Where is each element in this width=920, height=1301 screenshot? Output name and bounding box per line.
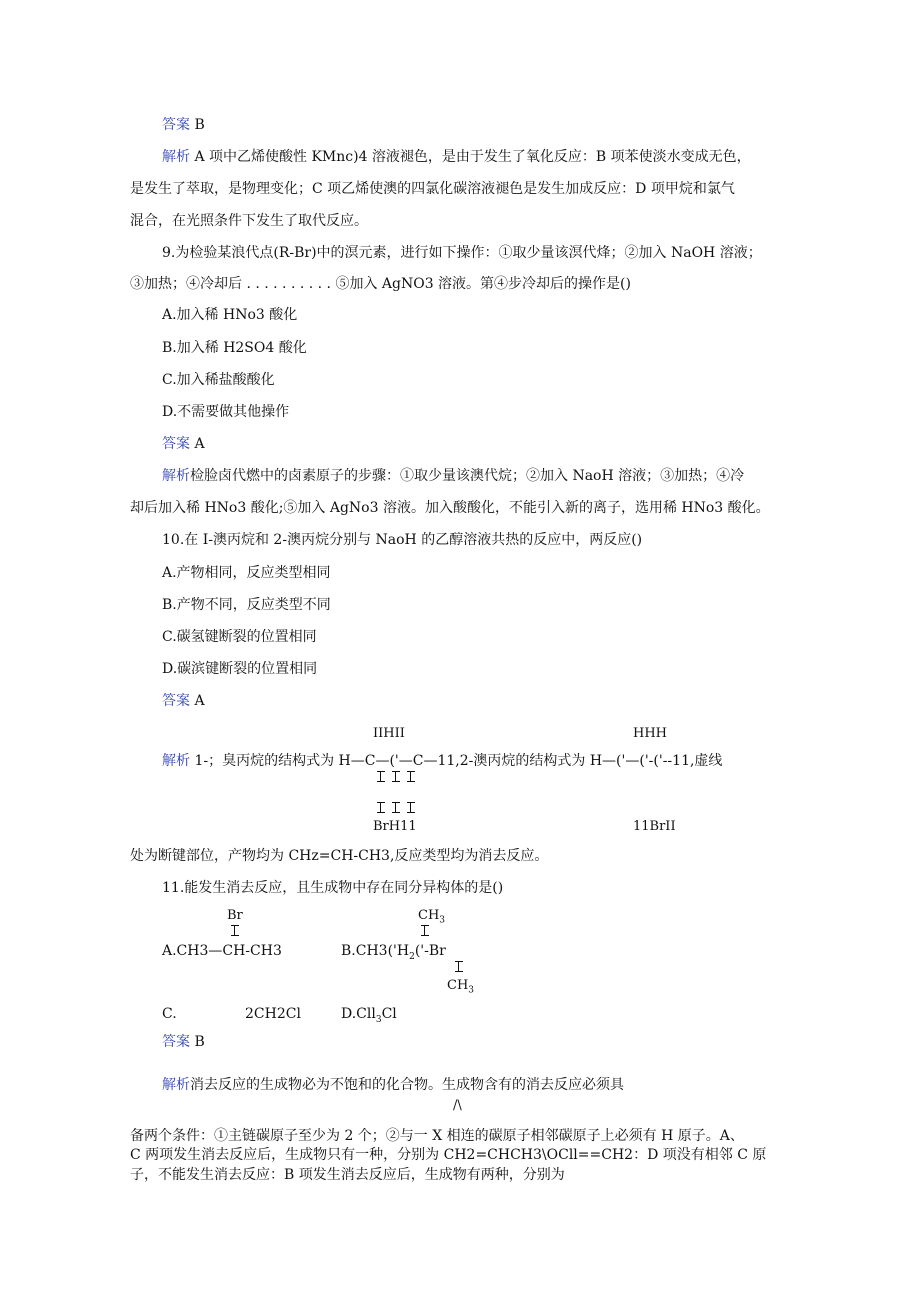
q10-option-c: C.碳氢键断裂的位置相同 (162, 629, 317, 645)
analysis-label: 解析 (162, 753, 190, 769)
q11-answer-line (162, 1033, 205, 1051)
q8-analysis-line-2: 是发生了萃取，是物理变化；C 项乙烯使澳的四氯化碳溶液褪色是发生加成反应：D 项甲烷和氯气 (130, 181, 735, 197)
q9-option-a: A.加入稀 HNo3 酸化 (162, 307, 298, 323)
q10-answer-line (162, 692, 205, 710)
q11-a-substituent: Br (227, 908, 243, 923)
q9-analysis-line-2: 却后加入稀 HNo3 酸化;⑤加入 AgNo3 溶液。加入酸酸化，不能引入新的离子，选用稀 HNo3 酸化。 (130, 500, 770, 516)
q10-analysis-line-1 (162, 752, 722, 770)
q9-answer-line (162, 435, 205, 453)
q11-bond-mark: /\ (453, 1098, 462, 1113)
q8-answer-value: B (194, 117, 205, 133)
q11-option-b-text-2: ('-Br (414, 943, 446, 959)
q8-analysis-line-1 (162, 148, 751, 166)
q10-structure-top-right: HHH (633, 726, 668, 741)
bond-mark (421, 925, 429, 936)
q11-option-d-subscript: 3 (375, 1014, 382, 1025)
q10-structure-bottom-left: BrH11 (373, 819, 417, 834)
q9-analysis-text-1: 检脸卤代燃中的卤素原子的步骤：①取少量该澳代烷；②加入 NaoH 溶液；③加热；④冷 (190, 468, 745, 484)
q11-b-bottom (447, 977, 474, 1000)
q10-analysis-text-1: 1-；臭丙烷的结构式为 H—C—('—C—11,2-澳丙烷的结构式为 H—('—('-('--11,虚线 (194, 753, 723, 769)
q10-structure-bottom-right: 11BrII (633, 819, 676, 834)
q8-analysis-line-3: 混合，在光照条件下发生了取代反应。 (130, 213, 368, 229)
q9-option-b: B.加入稀 H2SO4 酸化 (162, 340, 307, 356)
q8-answer-line (162, 116, 205, 134)
q11-analysis-line-1 (162, 1076, 624, 1094)
answer-label: 答案 (162, 693, 190, 709)
q11-option-c-formula: 2CH2Cl (245, 1006, 301, 1022)
bond-mark (407, 802, 415, 813)
q9-option-c: C.加入稀盐酸酸化 (162, 372, 275, 388)
analysis-label: 解析 (162, 149, 190, 165)
q11-b-top-text: CH (418, 908, 440, 923)
q10-option-a: A.产物相同，反应类型相同 (162, 565, 331, 581)
q10-option-b: B.产物不同，反应类型不同 (162, 597, 331, 613)
q11-analysis-line-3: C 两项发生消去反应后，生成物只有一种，分别为 CH2=CHCH3\OCll==CH2：D 项没有相邻 C 原 (130, 1147, 767, 1163)
q8-analysis-text-1: A 项中乙烯使酸性 KMnc)4 溶液褪色，是由于发生了氧化反应：B 项苯使淡水变成无色， (194, 149, 751, 165)
q11-analysis-line-4: 子，不能发生消去反应：B 项发生消去反应后，生成物有两种，分别为 (130, 1167, 565, 1183)
q11-option-b-subscript: 2 (409, 951, 415, 962)
answer-label: 答案 (162, 436, 190, 452)
q10-analysis-line-2: 处为断键部位，产物均为 CHz=CH-CH3,反应类型均为消去反应。 (130, 848, 549, 864)
bond-mark (377, 802, 385, 813)
q11-b-bottom-text: CH (447, 978, 469, 993)
q10-option-d: D.碳滨键断裂的位置相同 (162, 661, 318, 677)
q9-analysis-line-1 (162, 467, 744, 485)
analysis-label: 解析 (162, 1077, 190, 1093)
analysis-label: 解析 (162, 468, 190, 484)
q11-b-top-subscript: 3 (439, 915, 446, 926)
q10-answer-value: A (194, 693, 205, 709)
q11-b-bottom-subscript: 3 (468, 985, 475, 996)
q10-stem: 10.在 I-澳丙烷和 2-澳丙烷分别与 NaoH 的乙醇溶液共热的反应中，两反应() (162, 532, 643, 548)
bond-mark (455, 961, 463, 972)
q11-option-b-text-1: B.CH3('H (341, 943, 410, 959)
q11-option-d (341, 1005, 397, 1029)
q11-answer-value: B (194, 1034, 205, 1050)
q11-option-d-text-2: Cl (381, 1006, 397, 1022)
answer-label: 答案 (162, 117, 190, 133)
q11-analysis-text-1: 消去反应的生成物必为不饱和的化合物。生成物含有的消去反应必须具 (190, 1077, 624, 1093)
bond-mark (392, 802, 400, 813)
bond-mark (407, 771, 415, 782)
q11-stem: 11.能发生消去反应，且生成物中存在同分异构体的是() (162, 880, 504, 896)
q11-option-c: C. (162, 1006, 177, 1022)
bond-mark (231, 925, 239, 936)
q10-structure-top-left: IIHII (373, 726, 405, 741)
bond-mark (392, 771, 400, 782)
q9-stem-line-1: 9.为检验某浪代点(R-Br)中的溟元素，进行如下操作：①取少量该溟代烽；②加入 NaOH 溶液； (162, 245, 762, 261)
q9-stem-line-2: ③加热；④冷却后 . . . . . . . . . . ⑤加入 AgNO3 溶液。第④步冷却后的操作是() (130, 276, 631, 292)
answer-label: 答案 (162, 1034, 190, 1050)
q9-answer-value: A (194, 436, 205, 452)
q11-analysis-line-2: 备两个条件：①主链碳原子至少为 2 个；②与一 X 相连的碳原子相邻碳原子上必须有 H 原子。A、 (130, 1128, 744, 1144)
q11-option-b (341, 942, 446, 966)
q11-option-d-text-1: D.Cll (341, 1006, 376, 1022)
q11-option-a: A.CH3—CH-CH3 (162, 943, 282, 959)
bond-mark (377, 771, 385, 782)
q9-option-d: D.不需要做其他操作 (162, 404, 290, 420)
